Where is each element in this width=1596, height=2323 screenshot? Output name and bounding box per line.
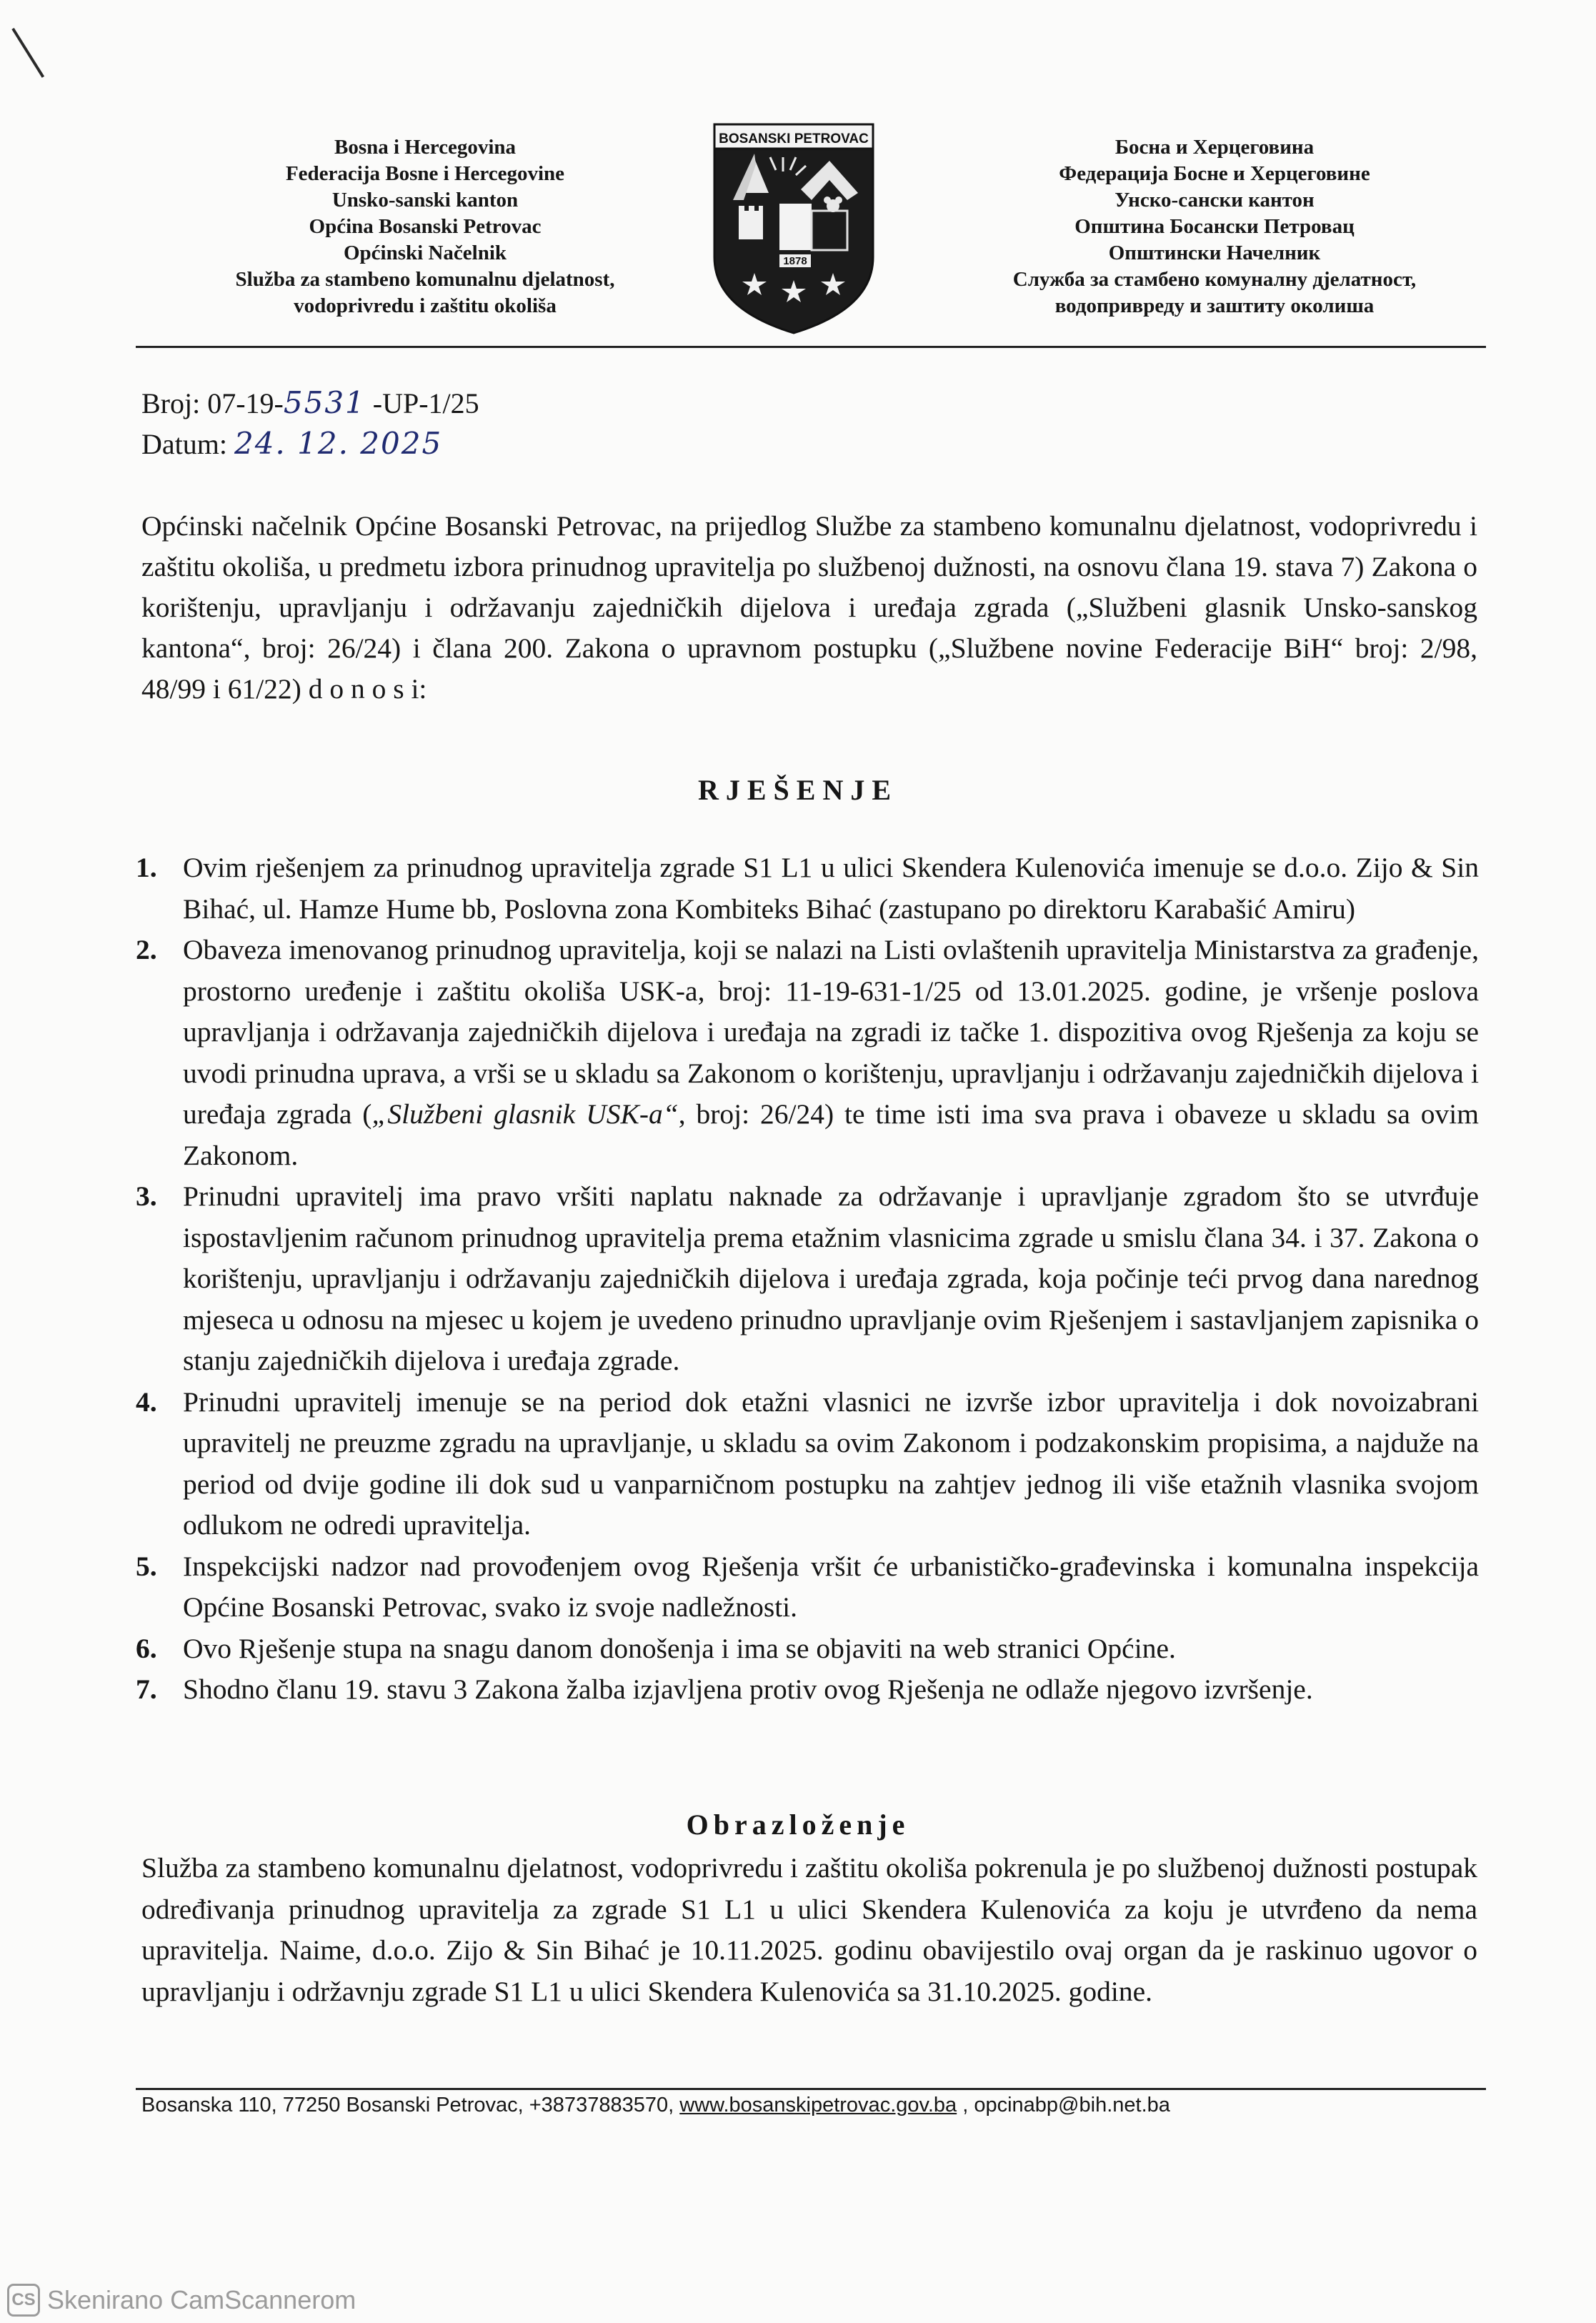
handwritten-date: 24. 12. 2025 — [234, 426, 443, 461]
decision-item: 3. Prinudni upravitelj ima pravo vršiti naplatu naknade za održavanje i upravljanje zgradom što se utvrđuje ispostavljenim računom prinudnog upravitelja prema etažnim vlasnicima zgrade u smislu člana 34. i 37. Zakona o korištenju, upravljanju i održavanju zajedničkih dijelova i uređaja zgrada, koja počinje teći prvog dana narednog mjeseca u odnosu na mjesec u kojem je uvedeno prinudno upravljanje ovim Rješenjem i sastavljanjem zapisnika o stanju zajedničkih dijelova i uređaja zgrade. — [136, 1180, 1479, 1376]
header-right-line: Унско-сански кантон — [1114, 189, 1315, 212]
header-left-line: Bosna i Hercegovina — [334, 136, 517, 159]
decision-item: 4. Prinudni upravitelj imenuje se na period dok etažni vlasnici ne izvrše izbor upravitelja i dok novoizabrani upravitelj ne preuzme zgradu na upravljanje, u skladu sa ovim Zakonom i podzakonskim propisima, a najduže na period od dvije godine ili dok sud u vanparničnom postupku na zahtjev jednog ili više etažnih vlasnika svojom odlukom ne odredi upravitelja. — [136, 1386, 1479, 1541]
header-right-line: Босна и Херцеговина — [1114, 136, 1315, 159]
header-right-line: Служба за стамбено комуналну дјелатност, — [1012, 268, 1417, 291]
footer-contact: Bosanska 110, 77250 Bosanski Petrovac, +38737883570, www.bosanskipetrovac.gov.ba , opcinabp@bih.net.ba — [141, 2094, 1170, 2116]
scanner-watermark — [7, 2284, 356, 2317]
website-link[interactable]: www.bosanskipetrovac.gov.ba — [679, 2094, 957, 2116]
reference-date: Datum: 24. 12. 2025 — [141, 426, 443, 461]
crest-year-text: 1878 — [783, 255, 807, 267]
header-right-line: водопривреду и заштиту околиша — [1054, 294, 1375, 317]
header-left-line: Služba za stambeno komunalnu djelatnost, — [235, 268, 615, 291]
header-left-line: Općinski Načelnik — [343, 242, 507, 264]
decision-item: 5. Inspekcijski nadzor nad provođenjem ovog Rješenja vršit će urbanističko-građevinska i komunalna inspekcija Općine Bosanski Petrovac, svako iz svoje nadležnosti. — [136, 1550, 1479, 1623]
explanation-title: Obrazloženje — [686, 1809, 910, 1841]
header-left-line: Općina Bosanski Petrovac — [309, 215, 542, 238]
header-left-line: Federacija Bosne i Hercegovine — [285, 162, 565, 185]
gazette-citation: „Službeni glasnik USK-a“ — [371, 1098, 679, 1130]
document-reference — [141, 383, 479, 464]
decision-title: RJEŠENJE — [697, 774, 899, 806]
header-right-line: Општински Начелник — [1108, 242, 1321, 264]
camscanner-logo-icon: CS — [7, 2284, 40, 2317]
header-divider — [136, 346, 1486, 348]
header-left-line: Unsko-sanski kanton — [331, 189, 519, 212]
header-left-line: vodoprivredu i zaštitu okoliša — [294, 294, 557, 317]
header-left-latin — [143, 134, 707, 319]
municipality-crest-icon — [712, 121, 876, 336]
decision-item: 6. Ovo Rješenje stupa na snagu danom donošenja i ima se objaviti na web stranici Općine. — [136, 1632, 1176, 1664]
header-right-line: Федерација Босне и Херцеговине — [1059, 162, 1370, 185]
watermark-text: Skenirano CamScannerom — [47, 2285, 356, 2314]
decision-items — [136, 847, 1479, 1711]
reference-number: Broj: 07-19-5531 -UP-1/25 — [141, 385, 479, 420]
crest-name-text: BOSANSKI PETROVAC — [719, 131, 869, 146]
handwritten-number: 5531 — [283, 385, 366, 420]
pen-stroke-mark — [11, 28, 44, 78]
decision-item: 2. Obaveza imenovanog prinudnog upravitelja, koji se nalazi na Listi ovlaštenih upravitelja Ministarstva za građenje, prostorno uređenje i zaštitu okoliša USK-a, broj: 11-19-631-1/25 od 13.01.2025. godine, je vršenje poslova upravljanja i održavanja zajedničkih dijelova i uređaja na zgradi iz tačke 1. dispozitiva ovog Rješenja za koju se uvodi prinudna uprava, a vrši se u skladu sa Zakonom o korištenju, upravljanju i održavanju zajedničkih dijelova i uređaja zgrada („Službeni glasnik USK-a“, broj: 26/24) te time isti ima sva prava i obaveze u skladu sa ovim Zakonom. — [136, 934, 1479, 1171]
decision-item: 1. Ovim rješenjem za prinudnog upravitelja zgrade S1 L1 u ulici Skendera Kulenovića imenuje se d.o.o. Zijo & Sin Bihać, ul. Hamze Hume bb, Poslovna zona Kombiteks Bihać (zastupano po direktoru Karabašić Amiru) — [136, 852, 1479, 925]
footer-divider — [136, 2088, 1486, 2090]
intro-paragraph: Općinski načelnik Općine Bosanski Petrovac, na prijedlog Službe za stambeno komunalnu djelatnost, vodoprivredu i zaštitu okoliša, u predmetu izbora prinudnog upravitelja po službenoj dužnosti, na osnovu člana 19. stava 7) Zakona o korištenju, upravljanju i održavanju zajedničkih dijelova i uređaja zgrada („Službeni glasnik Unsko-sanskog kantona“, broj: 26/24) i člana 200. Zakona o upravnom postupku („Službene novine Federacije BiH“ broj: 2/98, 48/99 i 61/22) d o n o s i: — [141, 510, 1477, 705]
explanation-paragraph: Služba za stambeno komunalnu djelatnost, vodoprivredu i zaštitu okoliša pokrenula je po službenoj dužnosti postupak određivanja prinudnog upravitelja za zgrade S1 L1 u ulici Skendera Kulenovića za koju je utvrđeno da nema upravitelja. Naime, d.o.o. Zijo & Sin Bihać je 10.11.2025. godinu obavijestilo ovaj organ da je raskinuo ugovor o upravljanju i održavnju zgrade S1 L1 u ulici Skendera Kulenovića sa 31.10.2025. godine. — [141, 1852, 1477, 2007]
email-address[interactable]: opcinabp@bih.net.ba — [974, 2094, 1170, 2116]
header-right-cyrillic — [900, 134, 1529, 319]
decision-item: 7. Shodno članu 19. stavu 3 Zakona žalba izjavljena protiv ovog Rješenja ne odlaže njegovo izvršenje. — [136, 1673, 1313, 1705]
footer-address: Bosanska 110, 77250 Bosanski Petrovac, +38737883570, — [141, 2094, 680, 2116]
header-right-line: Општина Босански Петровац — [1074, 215, 1355, 238]
